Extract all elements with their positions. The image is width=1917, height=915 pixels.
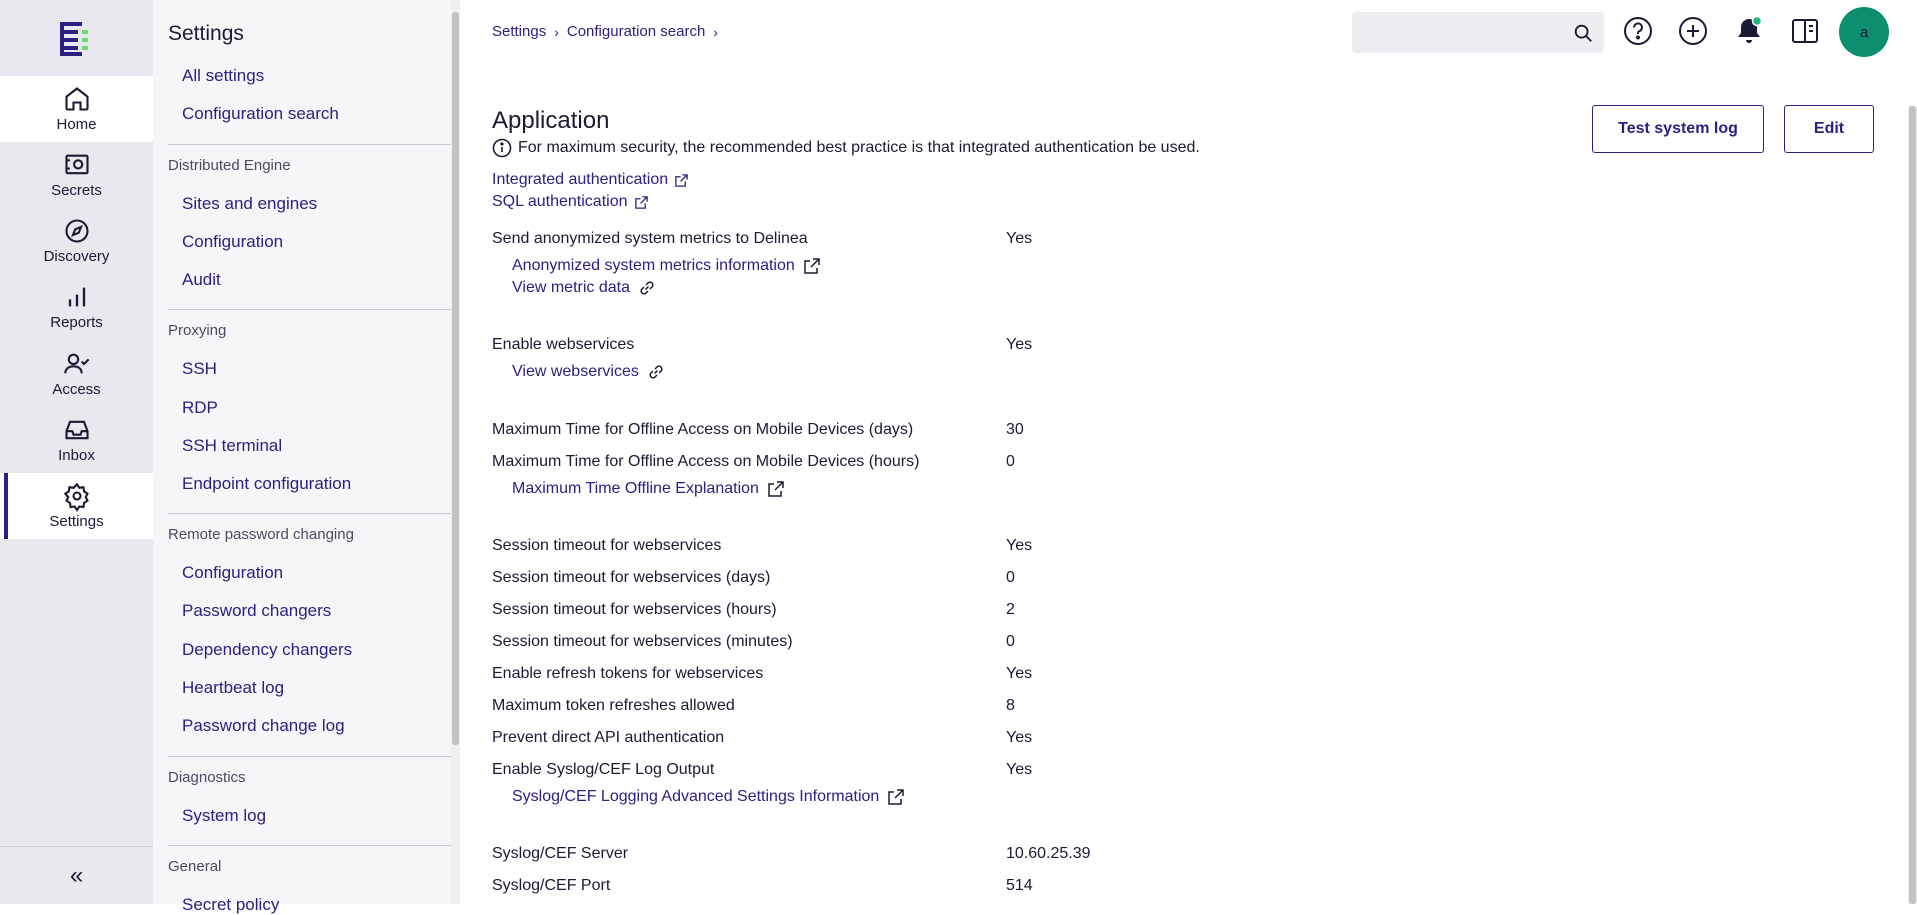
subnav-scrollbar[interactable] [451,0,460,904]
divider [168,513,451,514]
breadcrumb-configuration-search[interactable]: Configuration search [566,23,706,40]
rail-settings[interactable] [0,473,153,539]
row-value-metrics: Yes [1006,230,1033,247]
row-label-session-timeout: Session timeout for webservices [492,537,722,554]
row-value-syslog-server: 10.60.25.39 [1006,845,1091,862]
subnav-link-password-changers[interactable]: Password changers [182,601,332,620]
section-proxying: Proxying [168,322,227,339]
rail-inbox[interactable] [0,407,153,473]
link-label: View webservices [512,363,639,380]
section-general: General [168,858,222,875]
rail-label: Secrets [51,182,102,199]
subnav-link-all-settings[interactable]: All settings [182,66,265,85]
security-info [492,138,1200,158]
link-label: Anonymized system metrics information [512,257,795,274]
row-label-syslog-port: Syslog/CEF Port [492,877,611,894]
row-value-offline-hours: 0 [1006,453,1015,470]
row-label-syslog-server: Syslog/CEF Server [492,845,629,862]
scrollbar-thumb[interactable] [452,12,459,745]
row-label-metrics: Send anonymized system metrics to Delinea [492,230,808,247]
collapse-nav-button[interactable] [0,846,153,904]
subnav-link-sites-and-engines[interactable]: Sites and engines [182,194,318,213]
avatar-letter: a [1859,23,1869,41]
chevron-right-icon: › [713,23,718,40]
row-label-refresh-tokens: Enable refresh tokens for webservices [492,665,764,682]
vault-icon [63,151,91,179]
syslog-advanced-info-link[interactable] [512,788,905,806]
row-label-prevent-api-auth: Prevent direct API authentication [492,729,725,746]
row-value-refresh-tokens: Yes [1006,665,1033,682]
left-nav-rail [0,0,153,904]
inbox-icon [63,416,91,444]
info-text: For maximum security, the recommended best practice is that integrated authentication be used. [518,139,1200,156]
sql-authentication-link[interactable] [492,193,649,211]
bell-icon[interactable] [1733,15,1765,47]
subnav-link-rpc-configuration[interactable]: Configuration [182,563,284,582]
avatar[interactable] [1839,7,1889,57]
link-label: Syslog/CEF Logging Advanced Settings Information [512,788,880,805]
test-system-log-button[interactable]: Test system log [1592,105,1764,153]
rail-secrets[interactable] [0,142,153,208]
breadcrumb-settings[interactable]: Settings [492,23,547,40]
row-value-prevent-api-auth: Yes [1006,729,1033,746]
page-title: Application [492,107,610,134]
help-icon[interactable] [1622,15,1654,47]
divider [168,309,451,310]
edit-button[interactable]: Edit [1784,105,1874,153]
subnav-link-system-log[interactable]: System log [182,806,267,825]
subnav-link-heartbeat-log[interactable]: Heartbeat log [182,678,285,697]
row-label-offline-hours: Maximum Time for Offline Access on Mobile Devices (hours) [492,453,920,470]
row-value-session-minutes: 0 [1006,633,1015,650]
row-label-session-days: Session timeout for webservices (days) [492,569,771,586]
rail-home[interactable] [0,76,153,142]
external-link-icon [887,788,905,806]
row-value-session-hours: 2 [1006,601,1015,618]
gear-icon [63,482,91,510]
user-check-icon [63,350,91,378]
rail-label: Reports [50,314,103,331]
external-link-icon [767,480,785,498]
link-chain-icon [638,279,656,297]
rail-label: Discovery [43,248,110,265]
section-diagnostics: Diagnostics [168,769,246,786]
link-label: Integrated authentication [492,171,669,188]
subnav-link-password-change-log[interactable]: Password change log [182,716,345,735]
link-label: View metric data [512,279,630,296]
row-value-webservices: Yes [1006,336,1033,353]
panel-toggle-icon[interactable] [1789,15,1821,47]
rail-label: Home [56,116,97,133]
divider [168,845,451,846]
external-link-icon [634,195,649,210]
subnav-link-audit[interactable]: Audit [182,270,221,289]
row-value-syslog-port: 514 [1006,877,1033,894]
row-label-syslog-output: Enable Syslog/CEF Log Output [492,761,715,778]
row-label-webservices: Enable webservices [492,336,635,353]
external-link-icon [674,173,689,188]
row-label-offline-days: Maximum Time for Offline Access on Mobile Devices (days) [492,421,914,438]
row-value-session-days: 0 [1006,569,1015,586]
main-content [460,0,1917,904]
link-chain-icon [647,363,665,381]
external-link-icon [803,257,821,275]
chevron-right-icon: › [554,23,559,40]
row-label-token-refreshes: Maximum token refreshes allowed [492,697,735,714]
subnav-link-dependency-changers[interactable]: Dependency changers [182,640,353,659]
add-icon[interactable] [1677,15,1709,47]
section-remote-password-changing: Remote password changing [168,526,354,543]
search-icon [1572,22,1594,44]
rail-label: Settings [49,513,104,530]
subnav-link-endpoint-configuration[interactable]: Endpoint configuration [182,474,352,493]
subnav-link-rdp[interactable]: RDP [182,398,218,417]
link-label: SQL authentication [492,193,628,210]
rail-discovery[interactable] [0,208,153,274]
compass-icon [63,217,91,245]
integrated-authentication-link[interactable] [492,171,689,189]
offline-explanation-link[interactable] [512,480,785,498]
section-distributed-engine: Distributed Engine [168,157,291,174]
settings-subnav [153,0,451,914]
row-label-session-minutes: Session timeout for webservices (minutes) [492,633,793,650]
rail-access[interactable] [0,341,153,407]
bar-chart-icon [63,283,91,311]
rail-label: Inbox [58,447,95,464]
rail-reports[interactable] [0,274,153,340]
subnav-title: Settings [168,22,244,45]
subnav-link-ssh[interactable]: SSH [182,359,217,378]
divider [168,756,451,757]
row-value-session-timeout: Yes [1006,537,1033,554]
view-webservices-link[interactable] [512,363,665,381]
row-value-token-refreshes: 8 [1006,697,1015,714]
subnav-link-de-configuration[interactable]: Configuration [182,232,284,251]
subnav-link-ssh-terminal[interactable]: SSH terminal [182,436,283,455]
double-chevron-left-icon: « [69,861,84,889]
info-icon [492,138,512,158]
breadcrumb [492,23,718,40]
subnav-link-secret-policy[interactable]: Secret policy [182,895,280,914]
row-label-session-hours: Session timeout for webservices (hours) [492,601,777,618]
scrollbar-thumb[interactable] [1909,106,1916,904]
search-input[interactable] [1352,12,1604,53]
row-value-offline-days: 30 [1006,421,1024,438]
divider [168,144,451,145]
link-label: Maximum Time Offline Explanation [512,480,759,497]
main-scrollbar[interactable] [1908,106,1917,904]
view-metric-data-link[interactable] [512,279,656,297]
metrics-info-link[interactable] [512,257,821,275]
home-icon [63,85,91,113]
rail-label: Access [52,381,101,398]
row-value-syslog-output: Yes [1006,761,1033,778]
delinea-logo [58,20,94,58]
subnav-link-configuration-search[interactable]: Configuration search [182,104,339,123]
